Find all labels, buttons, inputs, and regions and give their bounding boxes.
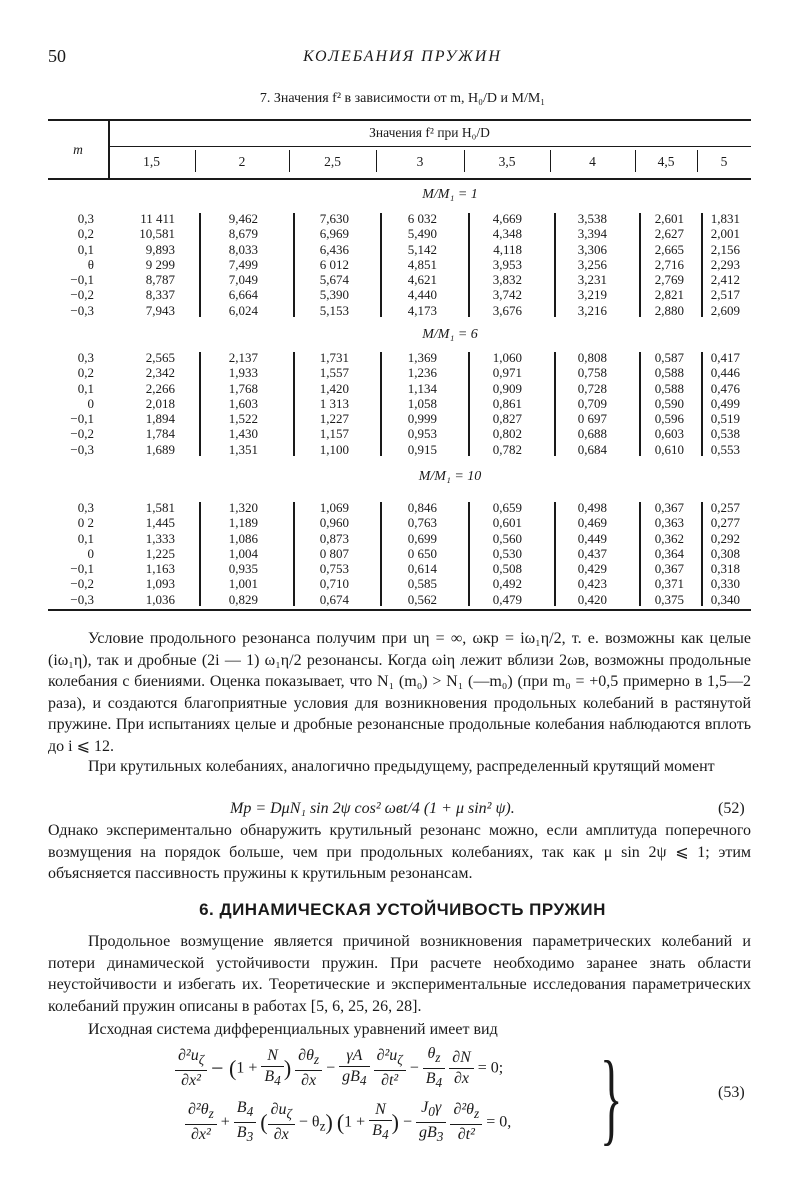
table-cell: 2,880	[654, 302, 684, 318]
table-cell: 0	[87, 545, 94, 561]
table-cell: 0,909	[492, 380, 522, 396]
table-cell: 0,846	[407, 500, 437, 515]
table-cell: 0,499	[710, 395, 740, 411]
table-cell: 0,469	[577, 515, 607, 531]
column-separator	[199, 213, 201, 317]
table-cell: 0,362	[654, 530, 684, 546]
column-separator	[380, 352, 382, 456]
equation-number-52: (52)	[718, 800, 745, 817]
equation-number-53: (53)	[718, 1084, 745, 1101]
data-column	[113, 211, 175, 318]
table-cell: 0,519	[710, 411, 740, 427]
table-cell: 7,049	[228, 272, 258, 288]
paragraph-longitudinal-resonance: Условие продольного резонанса получим при uη = ∞, ωкр = iω₁η/2, т. е. возможны как целые (iω₁η), так и дробные (2i — 1) ω₁η/2 резонансы. Когда ωiη лежит вблизи 2ωв, возможны продольные колебания с биениями. Оценка показывает, что N₁ (m₀) > N₁ (—m₀) (при m₀ = +0,5 примерно в 1,5—2 раза), и создаются благоприятные условия для возникновения продольных колебаний в растянутой пружине. При испытаниях целые и дробные резонансные продольные колебания наблюдаются вплоть до i ⩽ 12.	[48, 630, 751, 755]
paragraph-torsional: При крутильных колебаниях, аналогично предыдущему, распределенный крутящий момент	[88, 758, 715, 775]
section-heading: 6. ДИНАМИЧЕСКАЯ УСТОЙЧИВОСТЬ ПРУЖИН	[199, 900, 606, 919]
paragraph-experimental: Однако экспериментально обнаружить крутильный резонанс можно, если амплитуда поперечного возмущения на порядок больше, чем при продольных колебаниях, так как μ sin 2ψ ⩽ 1; этим объясняется пассивность пружины к крутильным резонансам.	[48, 822, 751, 882]
table-cell: 0,782	[492, 441, 522, 457]
table-cell: 1,557	[319, 365, 349, 381]
table-cell: 2,001	[710, 226, 740, 242]
table-cell: 0,753	[319, 561, 349, 577]
data-column	[381, 500, 437, 607]
table-cell: 0,371	[654, 576, 684, 592]
table-cell: 5,142	[407, 241, 437, 257]
table-cell: 0,367	[654, 500, 684, 515]
table-cell: 0,1	[77, 380, 94, 396]
column-separator	[554, 502, 556, 606]
table-cell: 0 2	[77, 515, 94, 531]
table-cell: 0,935	[228, 561, 258, 577]
table-cell: 2,412	[710, 272, 740, 288]
table-cell: 0,596	[654, 411, 684, 427]
data-column	[469, 211, 522, 318]
table-cell: 2,627	[654, 226, 684, 242]
table-cell: 0,2	[77, 226, 94, 242]
table-cell: 4,118	[493, 241, 522, 257]
table-cell: 0,364	[654, 545, 684, 561]
table-cell: 2,716	[654, 256, 684, 272]
equation-system-brace: }	[600, 1040, 623, 1155]
table-cell: 0,763	[407, 515, 437, 531]
table-cell: 0,562	[407, 591, 437, 607]
table-cell: −0,2	[70, 287, 94, 303]
data-column	[640, 500, 684, 607]
table-cell: 0,915	[407, 441, 437, 457]
table-cell: 0,330	[710, 576, 740, 592]
table-cell: 1,731	[319, 350, 349, 365]
table-cell: 1,333	[145, 530, 175, 546]
data-column	[469, 500, 522, 607]
column-separator	[639, 352, 641, 456]
table-cell: 6,024	[228, 302, 258, 318]
column-header-separator	[376, 150, 377, 172]
table-cell: 3,742	[492, 287, 522, 303]
table-cell: 0,560	[492, 530, 522, 546]
table-cell: 0 807	[319, 545, 349, 561]
table-cell: 0,3	[77, 211, 94, 226]
table-cell: 0,257	[710, 500, 740, 515]
table-cell: 1,036	[145, 591, 175, 607]
table-cell: 0,603	[654, 426, 684, 442]
table-cell: 3,256	[577, 256, 607, 272]
table-cell: 3,394	[577, 226, 607, 242]
table-cell: 0,3	[77, 500, 94, 515]
table-cell: 0,1	[77, 530, 94, 546]
table-header-rule	[48, 178, 751, 180]
column-header-separator	[550, 150, 551, 172]
column-separator	[554, 213, 556, 317]
data-column	[113, 500, 175, 607]
table-cell: 0,417	[710, 350, 740, 365]
column-header: 5	[720, 154, 728, 169]
data-column	[294, 500, 349, 607]
table-cell: 2,601	[654, 211, 684, 226]
table-cell: 0,953	[407, 426, 437, 442]
column-separator	[468, 213, 470, 317]
table-cell: −0,2	[70, 576, 94, 592]
table-cell: 2,609	[710, 302, 740, 318]
table-cell: 1,351	[228, 441, 258, 457]
row-header-m: m	[73, 142, 83, 157]
data-column	[555, 211, 607, 318]
table-cell: 0,420	[577, 591, 607, 607]
table-cell: 0,710	[319, 576, 349, 592]
paragraph-system-intro: Исходная система дифференциальных уравнений имеет вид	[88, 1021, 498, 1038]
table-cell: 5,490	[407, 226, 437, 242]
data-column	[469, 350, 522, 457]
table-cell: 1,225	[145, 545, 175, 561]
table-cell: 0,538	[710, 426, 740, 442]
table-cell: 4,440	[407, 287, 437, 303]
column-separator	[468, 502, 470, 606]
table-cell: 0,292	[710, 530, 740, 546]
column-separator	[701, 213, 703, 317]
table-cell: 2,293	[710, 256, 740, 272]
table-cell: 6,436	[319, 241, 349, 257]
table-cell: 0,709	[577, 395, 607, 411]
column-separator	[293, 502, 295, 606]
column-separator	[701, 352, 703, 456]
column-header-separator	[697, 150, 698, 172]
table-cell: 0,3	[77, 350, 94, 365]
table-cell: 1,236	[407, 365, 437, 381]
table-cell: 4,173	[407, 302, 437, 318]
table-cell: 6,664	[228, 287, 258, 303]
table-cell: 1,831	[710, 211, 740, 226]
table-cell: 0,861	[492, 395, 522, 411]
table-cell: 8,033	[228, 241, 258, 257]
table-cell: 0,758	[577, 365, 607, 381]
data-column	[700, 350, 740, 457]
column-header: 4	[589, 154, 596, 169]
table-cell: −0,3	[70, 591, 94, 607]
table-cell: 11 411	[140, 211, 175, 226]
table-top-rule	[48, 119, 751, 121]
table-caption: 7. Значения f² в зависимости от m, H₀/D и M/M₁	[259, 91, 546, 106]
column-separator	[380, 502, 382, 606]
table-cell: 1,069	[319, 500, 349, 515]
table-cell: θ	[87, 256, 94, 272]
table-cell: 0,479	[492, 591, 522, 607]
table-cell: 0,674	[319, 591, 349, 607]
table-cell: 0,827	[492, 411, 522, 427]
table-cell: 1 313	[319, 395, 349, 411]
table-cell: 0,587	[654, 350, 684, 365]
table-cell: 4,669	[492, 211, 522, 226]
table-cell: 1,060	[492, 350, 522, 365]
table-cell: 0,999	[407, 411, 437, 427]
table-cell: 0,614	[407, 561, 437, 577]
table-cell: 1,001	[228, 576, 258, 592]
table-cell: 0,308	[710, 545, 740, 561]
table-cell: 0,508	[492, 561, 522, 577]
table-cell: 1,768	[228, 380, 258, 396]
data-column	[640, 350, 684, 457]
table-cell: 3,219	[577, 287, 607, 303]
table-cell: 0,601	[492, 515, 522, 531]
column-header: 2,5	[324, 154, 341, 169]
table-cell: 0,553	[710, 441, 740, 457]
table-cell: 0,728	[577, 380, 607, 396]
table-cell: −0,3	[70, 441, 94, 457]
table-cell: 1,100	[319, 441, 349, 457]
m-values-column	[48, 211, 94, 318]
table-cell: 9,462	[228, 211, 258, 226]
data-column	[113, 350, 175, 457]
table-cell: 4,851	[407, 256, 437, 272]
table-cell: 2,266	[145, 380, 175, 396]
table-cell: 2,565	[145, 350, 175, 365]
table-cell: 2,821	[654, 287, 684, 303]
table-cell: 5,390	[319, 287, 349, 303]
column-header: 1,5	[143, 154, 160, 169]
table-cell: 0,375	[654, 591, 684, 607]
table-cell: 0,446	[710, 365, 740, 381]
table-cell: 1,163	[145, 561, 175, 577]
table-cell: 0,688	[577, 426, 607, 442]
column-separator	[293, 213, 295, 317]
data-column	[200, 500, 258, 607]
table-cell: 0,2	[77, 365, 94, 381]
table-cell: 1,689	[145, 441, 175, 457]
table-cell: 1,445	[145, 515, 175, 531]
table-cell: −0,2	[70, 426, 94, 442]
table-cell: 0,873	[319, 530, 349, 546]
table-cell: 0,971	[492, 365, 522, 381]
table-cell: 3,832	[492, 272, 522, 288]
m-values-column	[48, 350, 94, 457]
table-cell: 0,802	[492, 426, 522, 442]
data-column	[700, 211, 740, 318]
table-cell: −0,1	[70, 411, 94, 427]
table-cell: 0,429	[577, 561, 607, 577]
table-cell: 0,684	[577, 441, 607, 457]
table-cell: 10,581	[139, 226, 175, 242]
table-cell: 0,449	[577, 530, 607, 546]
table-cell: 1,320	[228, 500, 258, 515]
running-title: КОЛЕБАНИЯ ПРУЖИН	[303, 48, 502, 65]
table-cell: 0,808	[577, 350, 607, 365]
table-cell: 1,430	[228, 426, 258, 442]
table-cell: 1,420	[319, 380, 349, 396]
table-cell: 6 012	[319, 256, 349, 272]
table-cell: 2,156	[710, 241, 740, 257]
table-cell: 0,590	[654, 395, 684, 411]
table-cell: 6 032	[407, 211, 437, 226]
table-cell: 1,227	[319, 411, 349, 427]
table-cell: 0,530	[492, 545, 522, 561]
table-cell: 0,699	[407, 530, 437, 546]
table-cell: 2,342	[145, 365, 175, 381]
column-header-separator	[635, 150, 636, 172]
table-cell: 1,086	[228, 530, 258, 546]
section-label: M/M₁ = 10	[418, 469, 482, 484]
table-cell: 1,784	[145, 426, 175, 442]
column-header: 3,5	[498, 154, 516, 169]
table-cell: 0,585	[407, 576, 437, 592]
data-column	[294, 350, 349, 457]
table-cell: 1,189	[228, 515, 258, 531]
table-cell: 3,538	[577, 211, 607, 226]
table-cell: 4,621	[407, 272, 437, 288]
data-column	[555, 350, 607, 457]
table-cell: 8,679	[228, 226, 258, 242]
table-cell: 3,216	[577, 302, 607, 318]
column-separator	[639, 213, 641, 317]
table-cell: 1,157	[319, 426, 349, 442]
table-cell: 0,498	[577, 500, 607, 515]
table-cell: 1,522	[228, 411, 258, 427]
table-cell: 2,517	[710, 287, 740, 303]
table-cell: 7,943	[145, 302, 175, 318]
table-cell: 0,437	[577, 545, 607, 561]
equation-53-line-2: $\frac{\partial^2\theta_z}{\text{∂x²}}$ + $\frac{B_4}{B_3}$ ( $\frac{\partial u_\zeta}{\partial x}$ − $\theta_z$) (1 + $\frac{N}{B_4}$ ) − $\frac{J_0\gamma}{gB_3}$ $\frac{\partial^2\theta_z}{\text{∂t²}}$ = 0,	[185, 1098, 511, 1147]
column-separator	[380, 213, 382, 317]
table-cell: 0,610	[654, 441, 684, 457]
table-cell: 1,058	[407, 395, 437, 411]
table-cell: 0,960	[319, 515, 349, 531]
column-header-separator	[195, 150, 196, 172]
table-cell: 2,665	[654, 241, 684, 257]
formula-52: Mр = DμN₁ sin 2ψ cos² ωвt/4 (1 + μ sin² ψ).	[230, 800, 515, 817]
table-cell: 0,588	[654, 380, 684, 396]
table-cell: 1,581	[145, 500, 175, 515]
table-cell: 1,933	[228, 365, 258, 381]
table-cell: −0,1	[70, 561, 94, 577]
table-cell: 0 697	[577, 411, 607, 427]
table-group-rule	[108, 146, 751, 147]
table-cell: 9,893	[145, 241, 175, 257]
table-cell: −0,3	[70, 302, 94, 318]
table-cell: −0,1	[70, 272, 94, 288]
column-header: 4,5	[657, 154, 675, 169]
table-cell: 0,363	[654, 515, 684, 531]
column-header-separator	[464, 150, 465, 172]
table-cell: 0 650	[407, 545, 437, 561]
data-column	[200, 211, 258, 318]
table-cell: 0,659	[492, 500, 522, 515]
table-cell: 2,769	[654, 272, 684, 288]
table-cell: 0,492	[492, 576, 522, 592]
table-cell: 7,499	[228, 256, 258, 272]
paragraph-dynamic-stability: Продольное возмущение является причиной возникновения параметрических колебаний и потери динамической устойчивости пружин. При расчете необходимо заранее знать области неустойчивости и избегать их. Теоретические и экспериментальные исследования параметрических колебаний пружин описаны в работах [5, 6, 25, 26, 28].	[48, 933, 751, 1015]
column-separator	[199, 352, 201, 456]
data-column	[381, 211, 437, 318]
table-cell: 5,153	[319, 302, 349, 318]
data-column	[700, 500, 740, 607]
table-cell: 1,894	[145, 411, 175, 427]
equation-53-line-1: $\frac{\partial^2u_\zeta}{\text{∂x²}}$ − (1 + $\frac{N}{B_4}$ ) $\frac{\partial\theta_z}{\partial x}$ − $\frac{\gamma A}{gB_4}$ $\frac{\partial^2u_\zeta}{\text{∂t²}}$ − $\frac{\theta_z}{B_4}$ $\frac{\partial N}{\partial x}$ = 0;	[175, 1044, 503, 1093]
column-separator	[701, 502, 703, 606]
table-cell: 0,588	[654, 365, 684, 381]
table-cell: 3,306	[577, 241, 607, 257]
column-separator	[468, 352, 470, 456]
section-label: M/M₁ = 1	[422, 187, 478, 202]
table-cell: 0,1	[77, 241, 94, 257]
table-cell: 1,603	[228, 395, 258, 411]
section-label: M/M₁ = 6	[422, 327, 478, 342]
table-cell: 8,787	[145, 272, 175, 288]
table-cell: 1,134	[407, 380, 437, 396]
table-cell: 0,340	[710, 591, 740, 607]
table-cell: 2,018	[145, 395, 175, 411]
table-cell: 0,829	[228, 591, 258, 607]
table-cell: 5,674	[319, 272, 349, 288]
column-separator	[199, 502, 201, 606]
table-cell: 0,277	[710, 515, 740, 531]
table-cell: 6,969	[319, 226, 349, 242]
table-cell: 3,953	[492, 256, 522, 272]
column-separator	[639, 502, 641, 606]
table-cell: 1,369	[407, 350, 437, 365]
column-separator	[293, 352, 295, 456]
table-cell: 4,348	[492, 226, 522, 242]
data-column	[200, 350, 258, 457]
column-header: 2	[238, 154, 246, 169]
table-cell: 0	[87, 395, 94, 411]
table-cell: 0,318	[710, 561, 740, 577]
column-separator	[554, 352, 556, 456]
table-cell: 8,337	[145, 287, 175, 303]
data-column	[640, 211, 684, 318]
table-cell: 0,476	[710, 380, 740, 396]
table-cell: 2,137	[228, 350, 258, 365]
data-column	[555, 500, 607, 607]
data-column	[294, 211, 349, 318]
table-cell: 0,423	[577, 576, 607, 592]
table-cell: 3,676	[492, 302, 522, 318]
data-column	[381, 350, 437, 457]
column-header: 3	[416, 154, 424, 169]
table-cell: 3,231	[577, 272, 607, 288]
table-cell: 1,093	[145, 576, 175, 592]
column-header-separator	[289, 150, 290, 172]
group-header: Значения f² при H₀/D	[369, 125, 490, 140]
table-bottom-rule	[48, 609, 751, 611]
page-number: 50	[48, 46, 66, 66]
table-cell: 7,630	[319, 211, 349, 226]
table-cell: 1,004	[228, 545, 258, 561]
table-cell: 9 299	[145, 256, 175, 272]
m-values-column	[48, 500, 94, 607]
table-cell: 0,367	[654, 561, 684, 577]
